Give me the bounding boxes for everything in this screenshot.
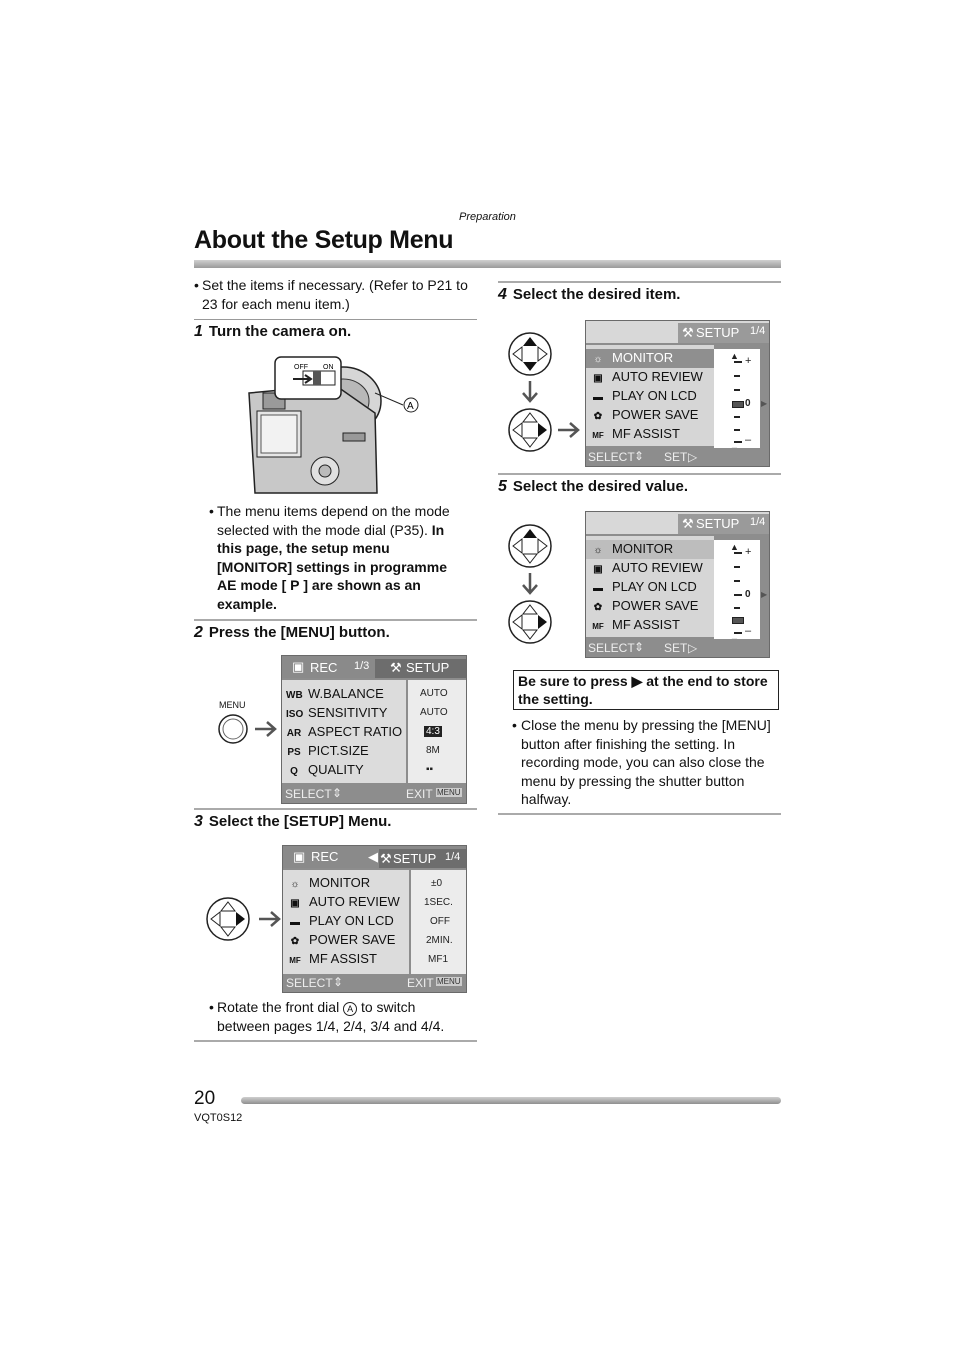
cursor-button-up-right [506, 331, 582, 455]
menu-item: ✿ POWER SAVE [593, 407, 699, 422]
menu-item: ✿ POWER SAVE [290, 932, 396, 947]
menu-button [217, 712, 279, 746]
setup-menu-screen-step5: ⚒ SETUP 1/4 ☼ MONITOR ▣ AUTO REVIEW ▬ PLAY ON LCD ✿ POWER SAVE MF MF ASSIST ▲ + 0 – ▶ SELECT ⇕ SET ▷ [585, 511, 770, 658]
right-arrow-icon: ▶ [761, 399, 768, 408]
menu-item: WB W.BALANCE [286, 686, 384, 701]
switch-off-label: OFF [294, 364, 308, 371]
menu-item: ▣ AUTO REVIEW [290, 894, 400, 909]
set-arrow-icon: ▷ [688, 641, 698, 655]
step-3-heading: 3 Select the [SETUP] Menu. [194, 813, 392, 830]
right-arrow-icon: ▶ [761, 590, 768, 599]
important-note-box: Be sure to press ▶ at the end to store the setting. [513, 670, 779, 710]
menu-item: PS PICT.SIZE [287, 743, 369, 758]
menu-item: ▣ AUTO REVIEW [593, 369, 703, 384]
step-4-heading: 4 Select the desired item. [498, 286, 681, 303]
front-dial-symbol: A [343, 1002, 357, 1016]
page-indicator: 1/3 [354, 660, 370, 672]
intro-bullet: • Set the items if necessary. (Refer to P21 to 23 for each menu item.) [194, 277, 468, 312]
close-menu-note: • Close the menu by pressing the [MENU] button after finishing the setting. In recording mode, you can also close the menu by pressing the shutter button halfway. [512, 717, 771, 807]
left-arrow-icon: ◀ [368, 849, 378, 864]
wrench-icon: ⚒ [390, 660, 402, 675]
select-arrows-icon: ⇕ [332, 786, 343, 800]
divider [498, 813, 781, 815]
camera-icon: ▣ [292, 659, 305, 674]
switch-on-label: ON [323, 364, 334, 371]
title-bar [194, 260, 781, 268]
monitor-brightness-scale: ▲ + 0 – [714, 540, 760, 652]
page-number: 20 [194, 1088, 216, 1109]
monitor-brightness-scale: ▲ + 0 – [714, 349, 760, 461]
wrench-icon: ⚒ [682, 325, 694, 340]
menu-item: ☼ MONITOR [290, 875, 371, 890]
menu-item: ☼ MONITOR [593, 350, 674, 365]
setup-tab: SETUP [406, 660, 450, 675]
wrench-icon: ⚒ [380, 851, 392, 866]
select-arrows-icon: ⇕ [634, 449, 645, 463]
set-arrow-icon: ▷ [688, 450, 698, 464]
step-1-note: • The menu items depend on the mode selected with the mode dial (P35). In this page, the setup menu [MONITOR] settings in programme AE mode [ P ] are shown as an example. [209, 503, 450, 612]
camera-icon: ▣ [293, 849, 306, 864]
divider [498, 281, 781, 283]
section-label: Preparation [459, 211, 516, 223]
quality-icon: ▪▪ [426, 764, 434, 775]
step-3-note: • Rotate the front dial A to switch between pages 1/4, 2/4, 3/4 and 4/4. [209, 999, 445, 1034]
menu-button-label: MENU [219, 700, 246, 710]
divider [194, 1040, 477, 1042]
cursor-button-right [205, 896, 281, 942]
divider [194, 808, 477, 810]
wrench-icon: ⚒ [682, 516, 694, 531]
menu-item: MF MF ASSIST [592, 426, 680, 441]
divider [194, 619, 477, 621]
camera-illustration [245, 353, 425, 501]
menu-item: ▣ AUTO REVIEW [593, 560, 703, 575]
divider [194, 319, 477, 320]
menu-item: MF MF ASSIST [289, 951, 377, 966]
select-arrows-icon: ⇕ [634, 640, 645, 654]
page-title: About the Setup Menu [194, 226, 454, 254]
menu-item: ☼ MONITOR [593, 541, 674, 556]
menu-item: Q QUALITY [290, 762, 364, 777]
programme-ae-icon: P [290, 577, 300, 593]
setup-menu-screen-step4: ⚒ SETUP 1/4 ☼ MONITOR ▣ AUTO REVIEW ▬ PLAY ON LCD ✿ POWER SAVE MF MF ASSIST ▲ + 0 – ▶ SELECT ⇕ SET ▷ [585, 320, 770, 467]
cursor-button-up-right-2 [506, 523, 562, 647]
menu-item: ✿ POWER SAVE [593, 598, 699, 613]
menu-item: ▬ PLAY ON LCD [290, 913, 394, 928]
document-code: VQT0S12 [194, 1112, 243, 1124]
rec-tab: REC [310, 660, 338, 675]
setup-menu-screen-step3: ▣ REC ◀ ⚒ SETUP 1/4 ☼ MONITOR ▣ AUTO REVIEW ▬ PLAY ON LCD ✿ POWER SAVE MF MF ASSIST ±0 1SEC. OFF 2MIN. MF1 SELECT ⇕ EXIT MENU [282, 845, 467, 993]
menu-item: ISO SENSITIVITY [286, 705, 388, 720]
menu-item: AR ASPECT RATIO [286, 724, 403, 739]
step-2-heading: 2 Press the [MENU] button. [194, 624, 390, 641]
divider [498, 473, 781, 475]
step-5-heading: 5 Select the desired value. [498, 478, 688, 495]
menu-item: ▬ PLAY ON LCD [593, 579, 697, 594]
rec-menu-screen: ▣ REC 1/3 ⚒ SETUP WB W.BALANCE ISO SENSITIVITY AR ASPECT RATIO PS PICT.SIZE Q QUALITY AUTO AUTO 4:3 8M ▪▪ SELECT ⇕ EXIT MENU [281, 655, 467, 804]
front-dial-callout: A [407, 401, 414, 412]
footer-bar [241, 1097, 781, 1104]
menu-item: ▬ PLAY ON LCD [593, 388, 697, 403]
select-arrows-icon: ⇕ [333, 975, 344, 989]
step-1-heading: 1 Turn the camera on. [194, 323, 352, 340]
menu-item: MF MF ASSIST [592, 617, 680, 632]
